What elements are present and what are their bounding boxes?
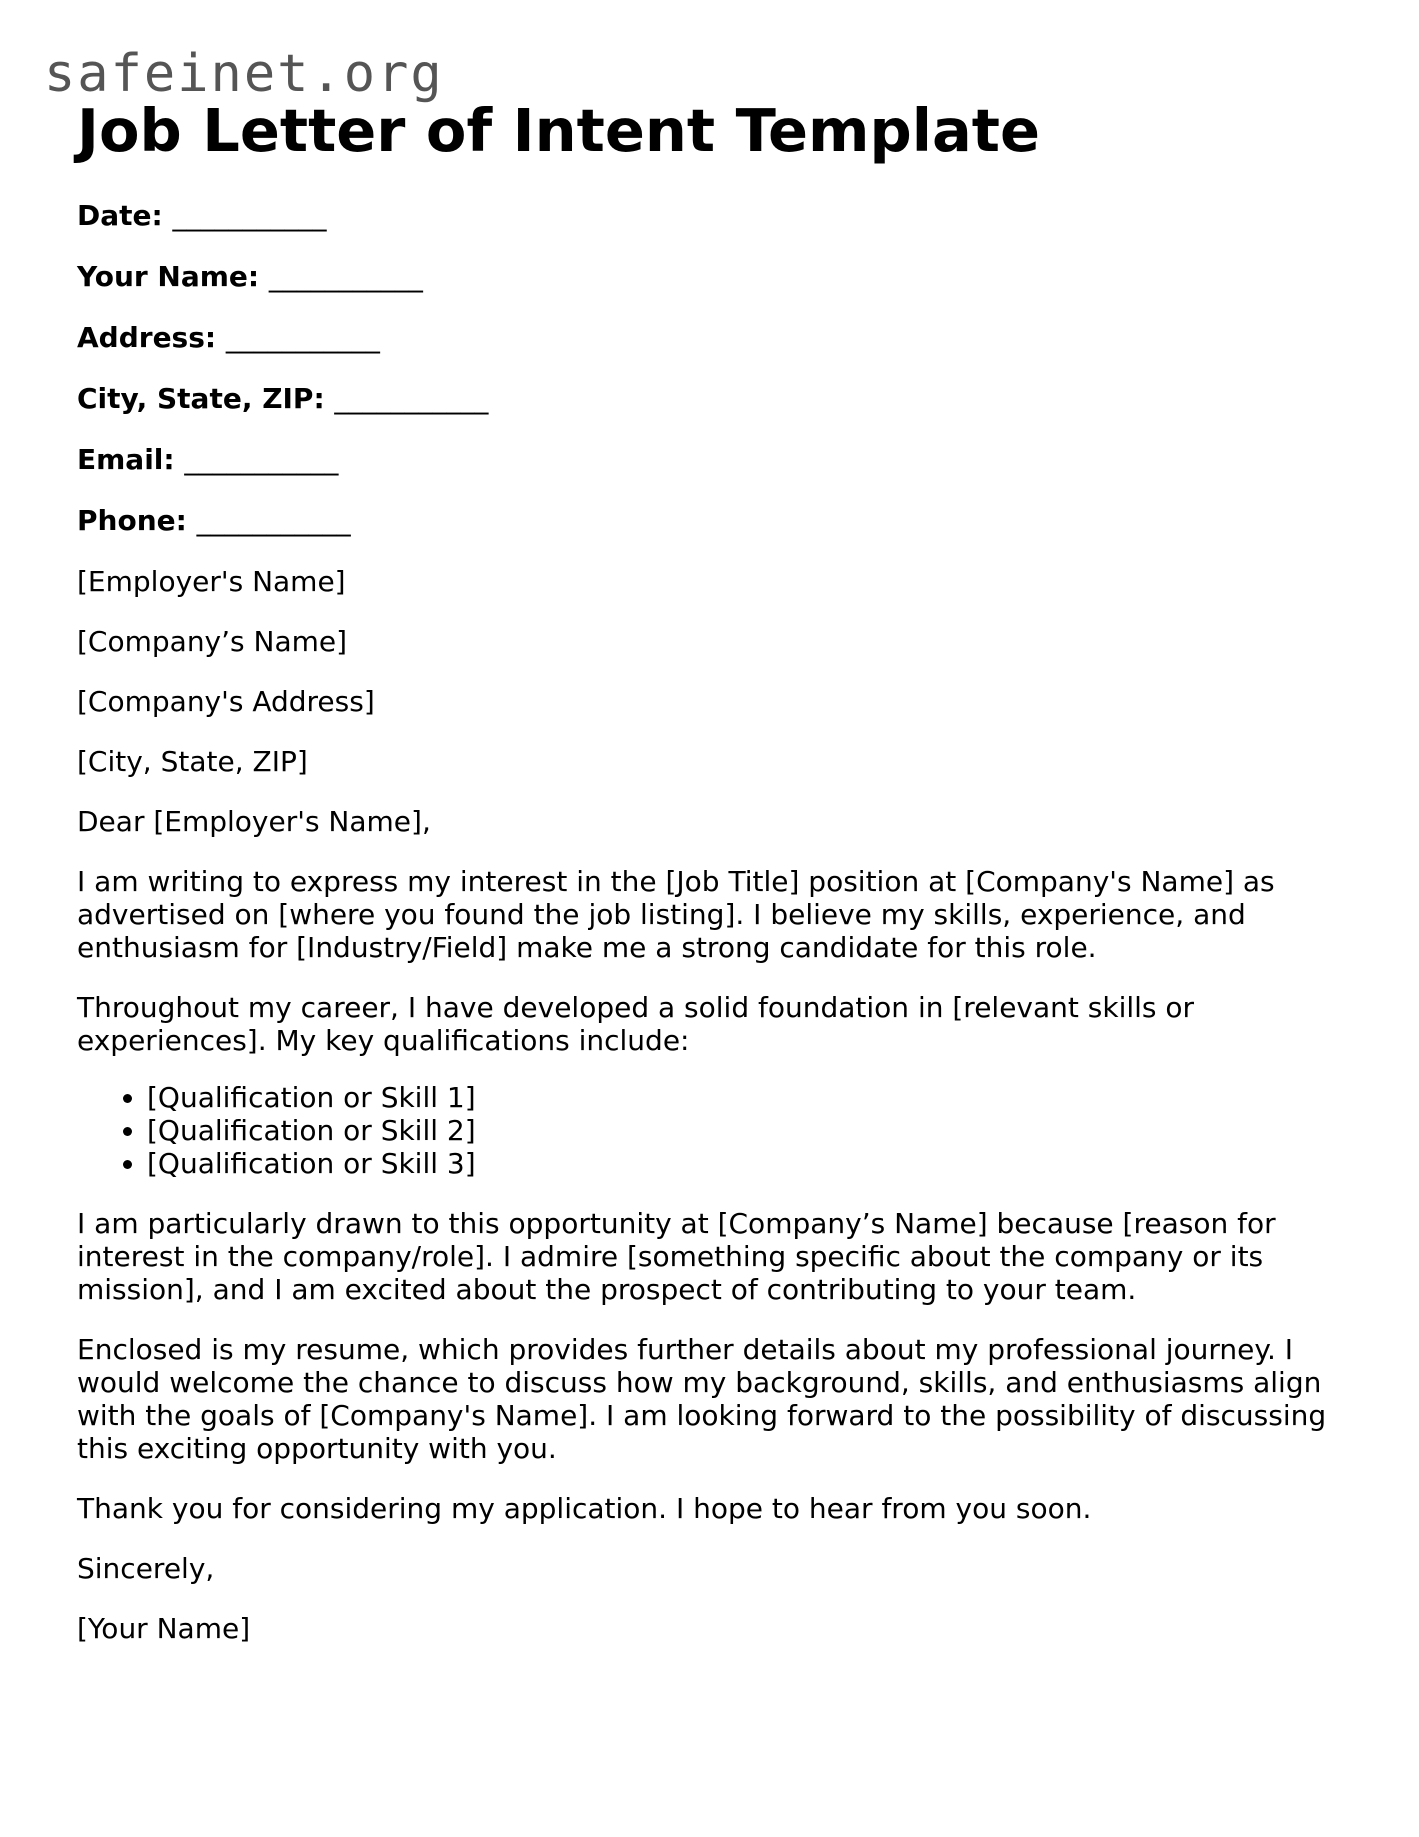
list-item: • [Qualification or Skill 2] <box>147 1114 1327 1147</box>
sender-fields <box>77 199 1327 538</box>
page-title: Job Letter of Intent Template <box>77 96 1040 165</box>
letter-page <box>77 95 1327 1672</box>
qualifications-list <box>77 1081 1327 1180</box>
phone-blank: ___________ <box>196 504 351 537</box>
your-name-label: Your Name: <box>77 260 260 293</box>
list-item: • [Qualification or Skill 3] <box>147 1147 1327 1180</box>
address-blank: ___________ <box>225 321 380 354</box>
your-name-blank: ___________ <box>268 260 423 293</box>
date-label: Date: <box>77 199 163 232</box>
closing: Sincerely, <box>77 1552 215 1585</box>
date-field <box>77 199 1327 233</box>
watermark: safeinet.org <box>44 44 444 104</box>
date-blank: ___________ <box>172 199 327 232</box>
email-blank: ___________ <box>184 443 339 476</box>
recipient-company-address: [Company's Address] <box>77 685 375 718</box>
email-field <box>77 443 1327 477</box>
phone-field <box>77 504 1327 538</box>
body-paragraph-2: Throughout my career, I have developed a solid foundation in [relevant skills or experiences]. My key qualifications include: <box>77 991 1195 1057</box>
recipient-block <box>77 565 1327 778</box>
city-state-zip-blank: ___________ <box>334 382 489 415</box>
signature: [Your Name] <box>77 1612 251 1645</box>
phone-label: Phone: <box>77 504 187 537</box>
address-label: Address: <box>77 321 217 354</box>
email-label: Email: <box>77 443 175 476</box>
recipient-city-state-zip: [City, State, ZIP] <box>77 745 308 778</box>
body-paragraph-4: Enclosed is my resume, which provides further details about my professional journey. I would welcome the chance to discuss how my background, skills, and enthusiasms align with the goals of [Company's Name]. I am looking forward to the possibility of discussing this exciting opportunity with you. <box>77 1333 1327 1465</box>
city-state-zip-label: City, State, ZIP: <box>77 382 325 415</box>
city-state-zip-field <box>77 382 1327 416</box>
recipient-employer-name: [Employer's Name] <box>77 565 346 598</box>
body-paragraph-1: I am writing to express my interest in the [Job Title] position at [Company's Name] as advertised on [where you found the job listing]. I believe my skills, experience, and enthusiasm for [Industry/Field] make me a strong candidate for this role. <box>77 865 1275 964</box>
body-paragraph-5: Thank you for considering my application. I hope to hear from you soon. <box>77 1492 1092 1525</box>
your-name-field <box>77 260 1327 294</box>
salutation: Dear [Employer's Name], <box>77 805 431 838</box>
list-item: • [Qualification or Skill 1] <box>147 1081 1327 1114</box>
recipient-company-name: [Company’s Name] <box>77 625 348 658</box>
body-paragraph-3: I am particularly drawn to this opportunity at [Company’s Name] because [reason for interest in the company/role]. I admire [something specific about the company or its mission], and I am excited about the prospect of contributing to your team. <box>77 1207 1276 1306</box>
address-field <box>77 321 1327 355</box>
